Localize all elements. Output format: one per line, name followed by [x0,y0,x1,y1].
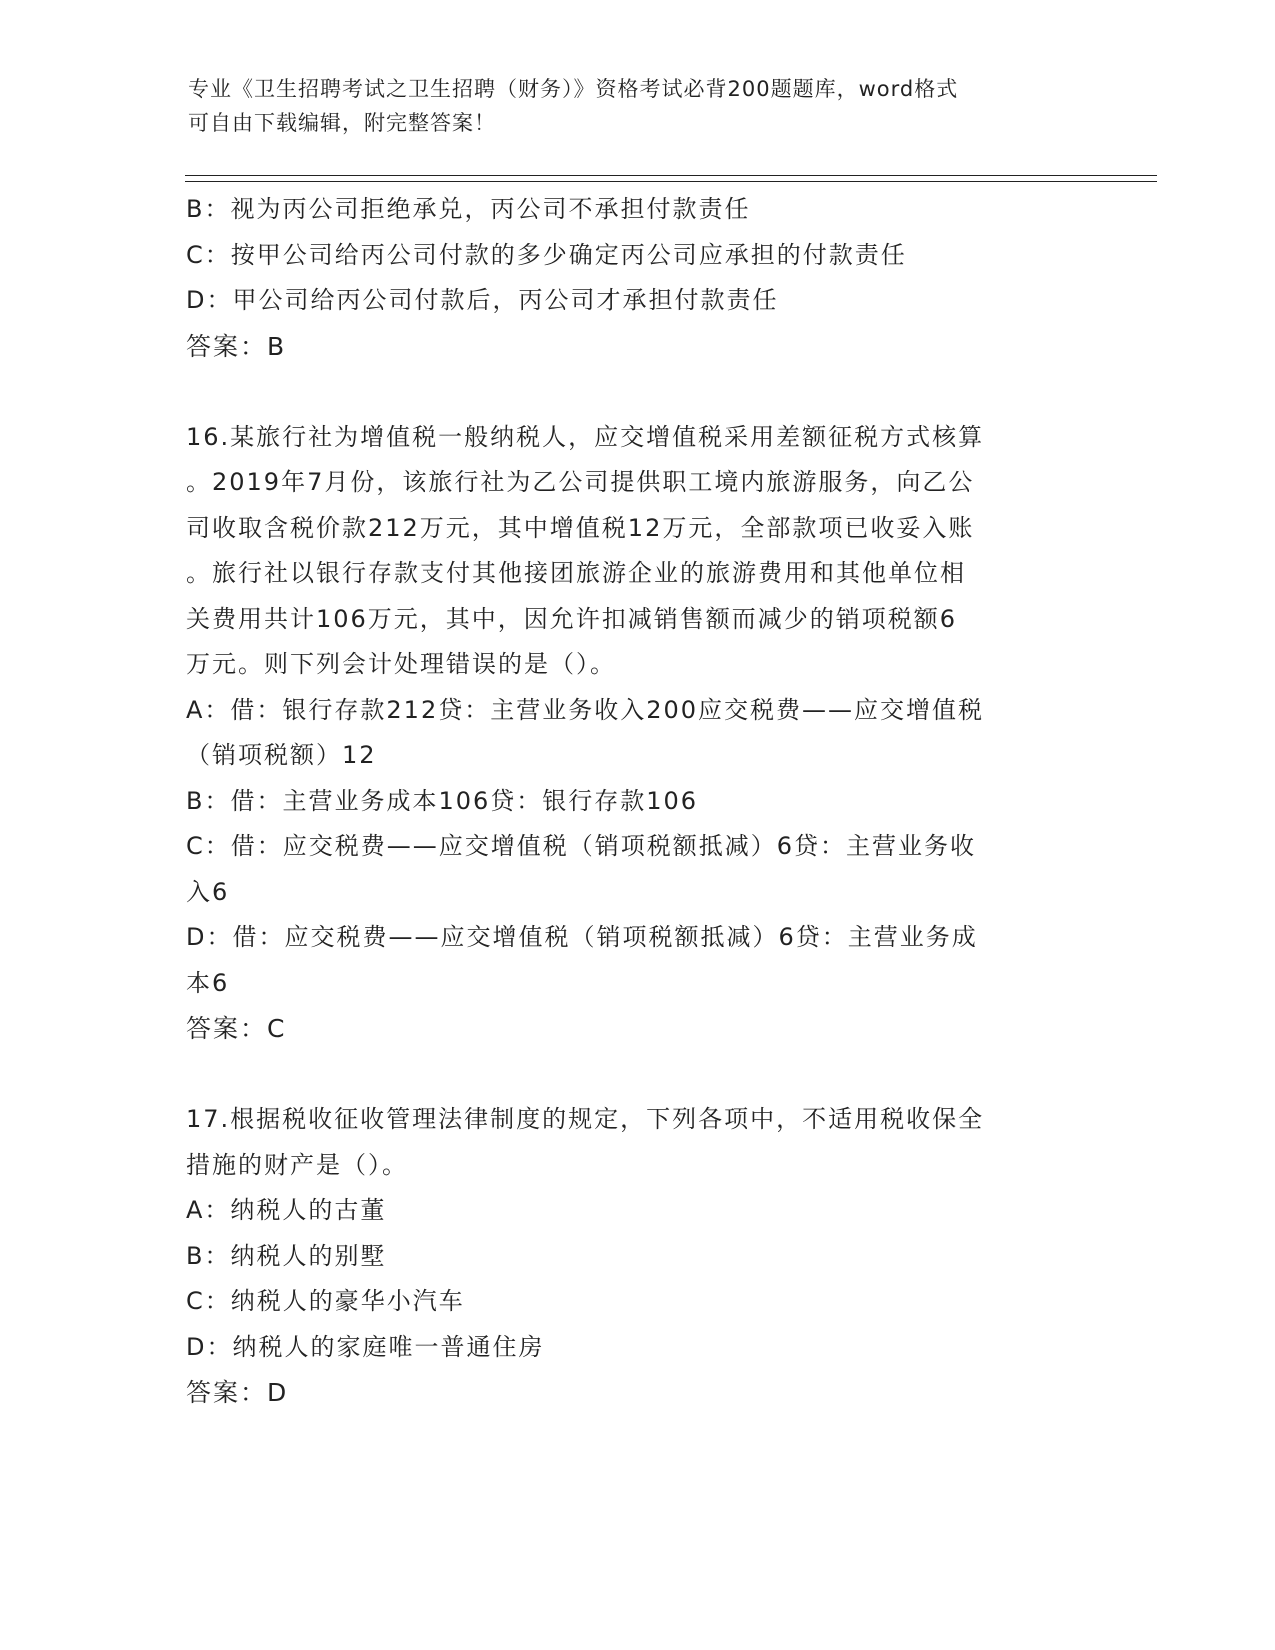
document-header [188,72,1088,140]
answer-line: 答案：D [186,1378,289,1407]
option-line: C：借：应交税费——应交增值税（销项税额抵减）6贷：主营业务收 [186,832,977,860]
answer-line: 答案：C [186,1014,287,1043]
question-stem-line: 司收取含税价款212万元，其中增值税12万元，全部款项已收妥入账 [186,513,975,542]
option-line: 本6 [186,968,230,997]
option-c: C：纳税人的豪华小汽车 [186,1287,465,1315]
question-stem-line: 。2019年7月份，该旅行社为乙公司提供职工境内旅游服务，向乙公 [186,468,975,496]
header-divider-top [185,175,1157,176]
document-body [186,187,1086,1416]
option-d: D：纳税人的家庭唯一普通住房 [186,1332,545,1361]
spacer [186,1052,1086,1098]
header-divider-bottom [185,181,1157,182]
answer-line: 答案：B [186,331,287,361]
option-b: B：纳税人的别墅 [186,1241,387,1270]
question-stem-line: 16.某旅行社为增值税一般纳税人，应交增值税采用差额征税方式核算 [186,422,985,451]
question-16 [186,415,1086,1052]
question-stem-line: 关费用共计106万元，其中，因允许扣减销售额而减少的销项税额6 [186,604,958,633]
option-a: A：纳税人的古董 [186,1196,387,1224]
header-line-1: 专业《卫生招聘考试之卫生招聘（财务）》资格考试必背200题题库，word格式 [188,77,959,101]
option-d: D：甲公司给丙公司付款后，丙公司才承担付款责任 [186,286,779,314]
question-stem-line: 措施的财产是（）。 [186,1150,408,1179]
option-c: C：按甲公司给丙公司付款的多少确定丙公司应承担的付款责任 [186,240,907,269]
option-line: B：借：主营业务成本106贷：银行存款106 [186,786,699,815]
spacer [186,369,1086,415]
question-17 [186,1097,1086,1416]
option-line: A：借：银行存款212贷：主营业务收入200应交税费——应交增值税 [186,695,985,724]
header-line-2: 可自由下载编辑，附完整答案！ [188,111,496,135]
question-stem-line: 17.根据税收征收管理法律制度的规定，下列各项中，不适用税收保全 [186,1105,985,1133]
question-15-tail [186,187,1086,369]
question-stem-line: 万元。则下列会计处理错误的是（）。 [186,650,616,678]
option-line: （销项税额）12 [186,741,377,769]
option-line: 入6 [186,877,230,906]
option-b: B：视为丙公司拒绝承兑，丙公司不承担付款责任 [186,195,751,223]
option-line: D：借：应交税费——应交增值税（销项税额抵减）6贷：主营业务成 [186,923,978,951]
question-stem-line: 。旅行社以银行存款支付其他接团旅游企业的旅游费用和其他单位相 [186,559,966,587]
